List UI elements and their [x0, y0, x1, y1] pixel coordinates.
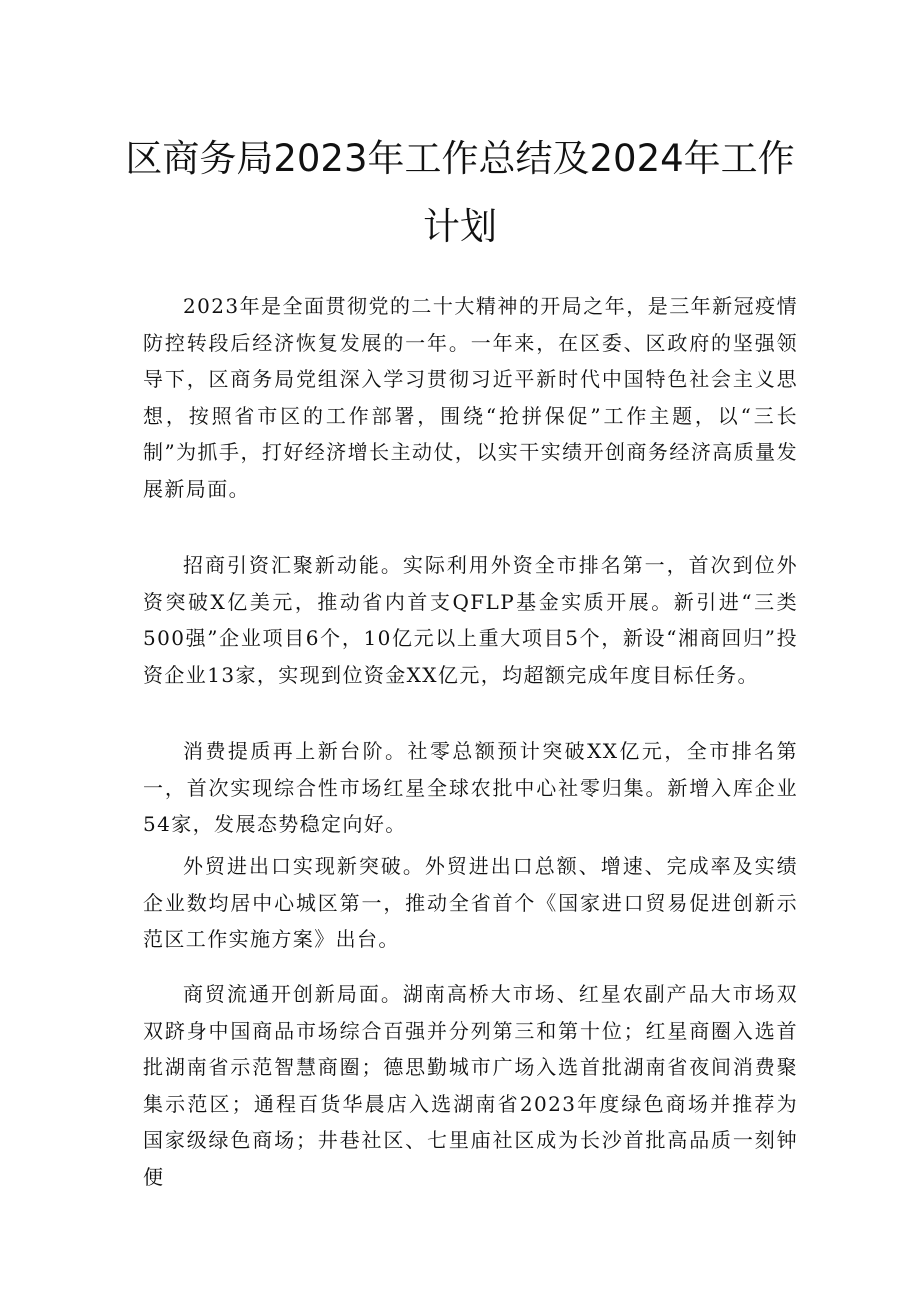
paragraph-intro: 2023年是全面贯彻党的二十大精神的开局之年，是三年新冠疫情防控转段后经济恢复发展的一年。一年来，在区委、区政府的坚强领导下，区商务局党组深入学习贯彻习近平新时代中国特色社会主义思想，按照省市区的工作部署，围绕“抢拼保促”工作主题，以“三长制”为抓手，打好经济增长主动仗，以实干实绩开创商务经济高质量发展新局面。	[143, 294, 798, 501]
paragraph-investment: 招商引资汇聚新动能。实际利用外资全市排名第一，首次到位外资突破X亿美元，推动省内首支QFLP基金实质开展。新引进“三类500强”企业项目6个，10亿元以上重大项目5个，新设“湘商回归”投资企业13家，实现到位资金XX亿元，均超额完成年度目标任务。	[143, 553, 798, 687]
document-title-line-2: 计划	[423, 205, 497, 248]
paragraph-foreign-trade: 外贸进出口实现新突破。外贸进出口总额、增速、完成率及实绩企业数均居中心城区第一，推动全省首个《国家进口贸易促进创新示范区工作实施方案》出台。	[143, 854, 798, 951]
document-title-line-1: 区商务局2023年工作总结及2024年工作	[125, 137, 795, 180]
paragraph-commerce: 商贸流通开创新局面。湖南高桥大市场、红星农副产品大市场双双跻身中国商品市场综合百强并分列第三和第十位；红星商圈入选首批湖南省示范智慧商圈；德思勤城市广场入选首批湖南省夜间消费聚集示范区；通程百货华晨店入选湖南省2023年度绿色商场并推荐为国家级绿色商场；井巷社区、七里庙社区成为长沙首批高品质一刻钟便	[143, 982, 798, 1189]
paragraph-consumption: 消费提质再上新台阶。社零总额预计突破XX亿元，全市排名第一，首次实现综合性市场红星全球农批中心社零归集。新增入库企业54家，发展态势稳定向好。	[143, 739, 798, 836]
